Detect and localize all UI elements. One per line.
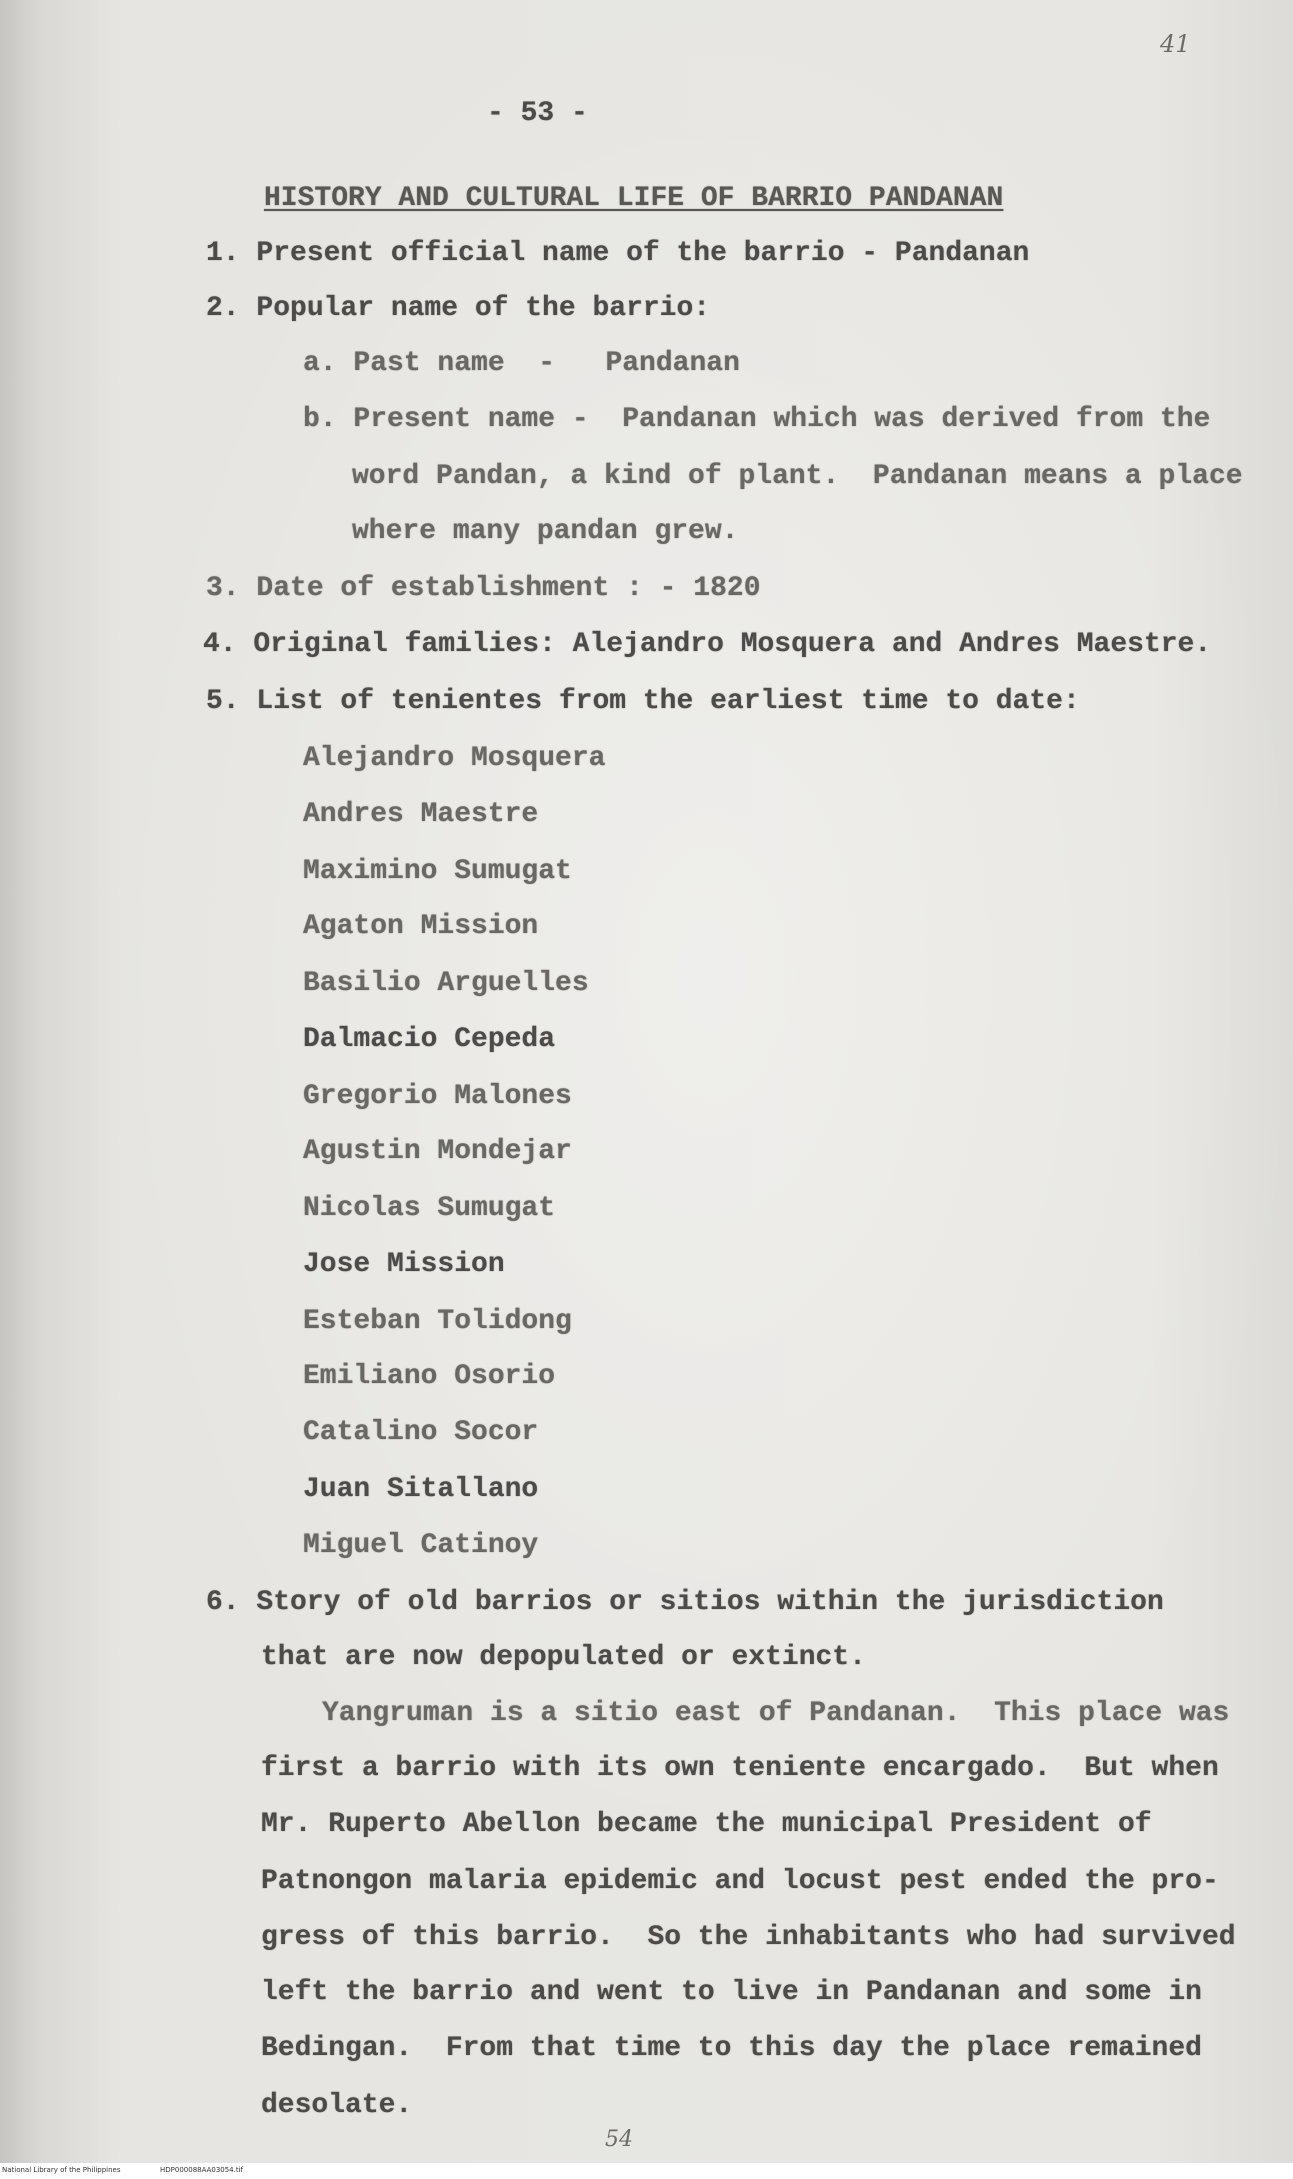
footer-file-name: HDP000088AA03054.tif: [160, 2166, 244, 2174]
story-line: first a barrio with its own teniente encargado. But when: [261, 1753, 1219, 1784]
item-1-official-name: 1. Present official name of the barrio - Pandanan: [206, 238, 1030, 269]
document-title: HISTORY AND CULTURAL LIFE OF BARRIO PANDANAN: [264, 183, 1004, 214]
teniente-name: Alejandro Mosquera: [303, 743, 606, 774]
item-2b-line: word Pandan, a kind of plant. Pandanan means a place: [352, 461, 1243, 492]
teniente-name: Maximino Sumugat: [303, 856, 572, 887]
page-number: - 53 -: [487, 98, 588, 129]
teniente-name: Miguel Catinoy: [303, 1530, 539, 1561]
footer-library-name: National Library of the Philippines: [2, 2166, 121, 2174]
item-4-original-families: 4. Original families: Alejandro Mosquera and Andres Maestre.: [203, 629, 1212, 660]
item-2b-line: b. Present name - Pandanan which was derived from the: [303, 404, 1211, 435]
teniente-name: Nicolas Sumugat: [303, 1193, 556, 1224]
story-line: left the barrio and went to live in Pandanan and some in: [261, 1977, 1202, 2008]
teniente-name: Juan Sitallano: [303, 1474, 539, 1505]
item-2b-line: where many pandan grew.: [352, 516, 739, 547]
item-5-tenientes-heading: 5. List of tenientes from the earliest time to date:: [206, 686, 1080, 717]
teniente-name: Gregorio Malones: [303, 1081, 572, 1112]
item-2-popular-name: 2. Popular name of the barrio:: [206, 293, 711, 324]
teniente-name: Esteban Tolidong: [303, 1306, 572, 1337]
item-2a-past-name: a. Past name - Pandanan: [303, 348, 740, 379]
teniente-name: Agaton Mission: [303, 911, 539, 942]
story-line: Mr. Ruperto Abellon became the municipal President of: [261, 1809, 1152, 1840]
teniente-name: Dalmacio Cepeda: [303, 1024, 556, 1055]
teniente-name: Basilio Arguelles: [303, 968, 589, 999]
story-line: Patnongon malaria epidemic and locust pest ended the pro-: [261, 1866, 1219, 1897]
item-3-date-of-establishment: 3. Date of establishment : - 1820: [206, 573, 761, 604]
story-line: Yangruman is a sitio east of Pandanan. This place was: [322, 1698, 1230, 1729]
item-6-heading-line: that are now depopulated or extinct.: [261, 1642, 866, 1673]
handwritten-folio-number: 41: [1160, 30, 1191, 58]
teniente-name: Agustin Mondejar: [303, 1136, 572, 1167]
scan-footer: [0, 2163, 1293, 2179]
story-line: desolate.: [261, 2090, 413, 2121]
story-line: gress of this barrio. So the inhabitants who had survived: [261, 1922, 1236, 1953]
story-line: Bedingan. From that time to this day the place remained: [261, 2033, 1202, 2064]
handwritten-page-number: 54: [605, 2127, 633, 2152]
item-6-heading-line: 6. Story of old barrios or sitios within the jurisdiction: [206, 1587, 1164, 1618]
teniente-name: Catalino Socor: [303, 1417, 539, 1448]
teniente-name: Andres Maestre: [303, 799, 539, 830]
teniente-name: Jose Mission: [303, 1249, 505, 1280]
teniente-name: Emiliano Osorio: [303, 1361, 556, 1392]
